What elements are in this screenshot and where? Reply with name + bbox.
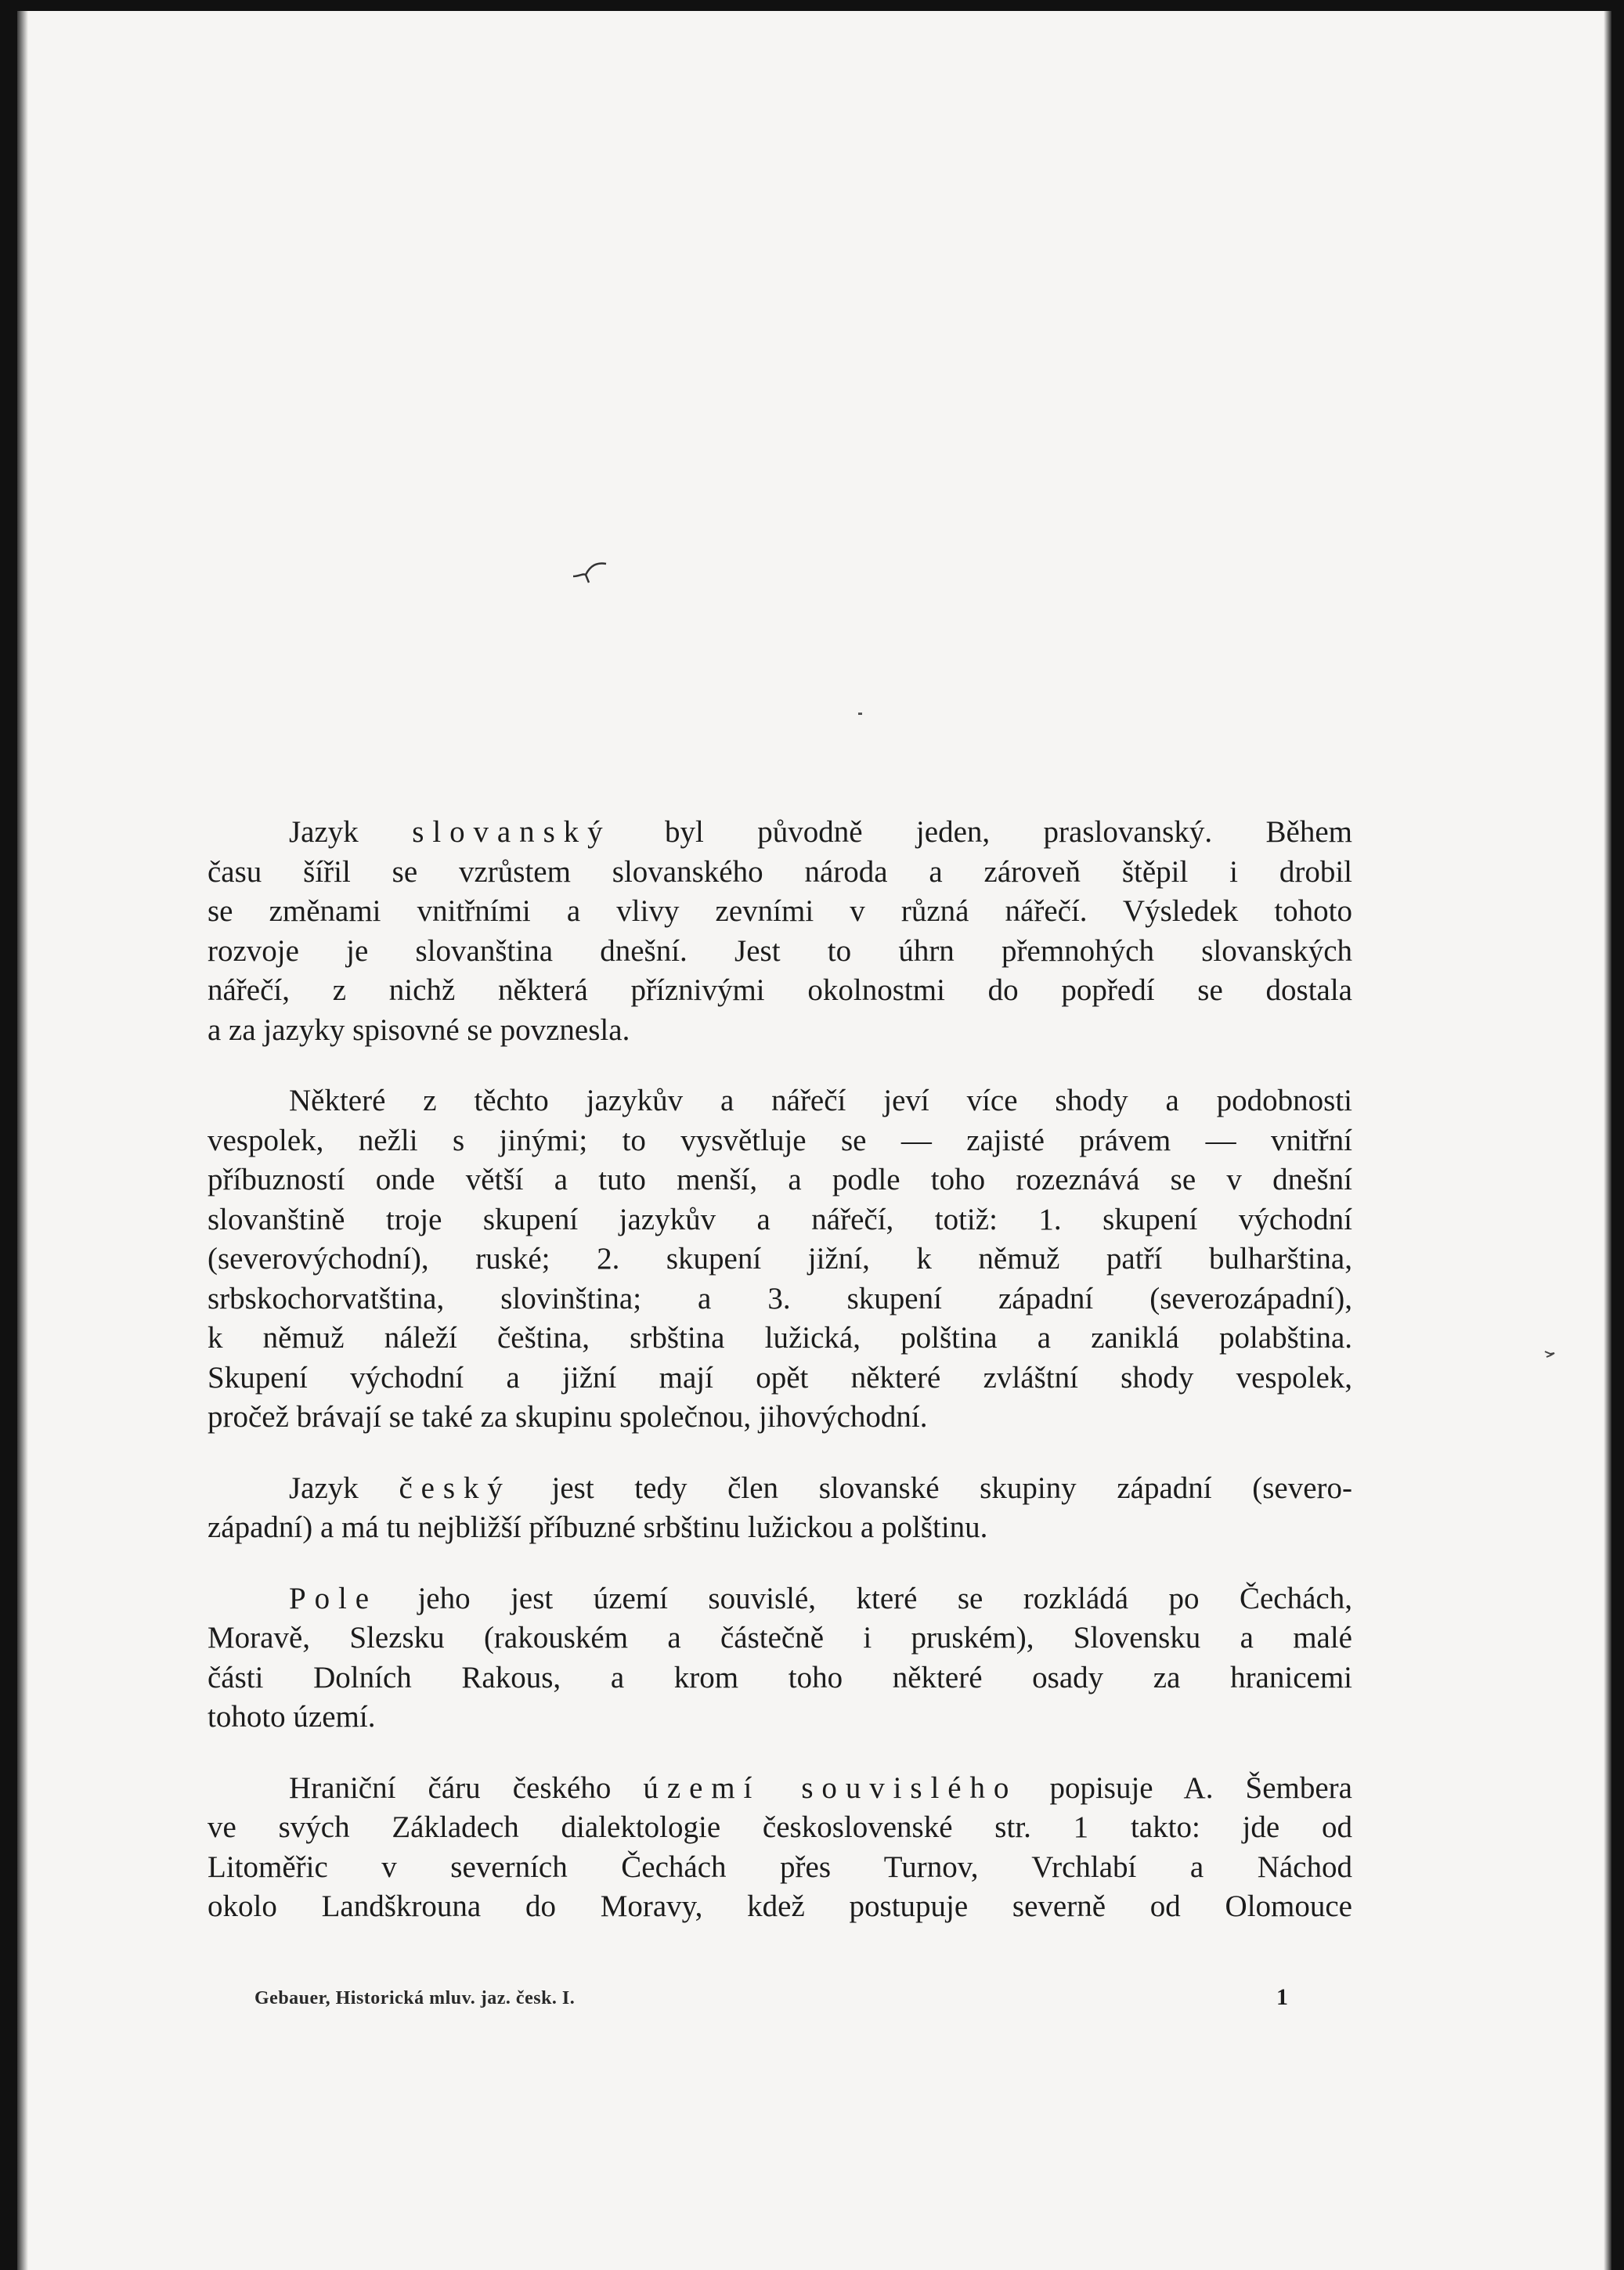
page-right-edge	[1604, 11, 1611, 2270]
text-segment: vespolek, nežli s jinými; to vysvětluje se — zajisté právem — vnitřní	[208, 1123, 1352, 1157]
text-segment: Jazyk	[289, 1471, 399, 1505]
paragraph	[208, 1579, 1352, 1738]
text-segment: slovanštině troje skupení jazykův a nářečí, totiž: 1. skupení východní	[208, 1202, 1352, 1236]
text-segment: a za jazyky spisovné se povznesla.	[208, 1012, 630, 1047]
text-segment: pročež brávají se také za skupinu společnou, jihovýchodní.	[208, 1400, 928, 1434]
text-segment: Skupení východní a jižní mají opět některé zvláštní shody vespolek,	[208, 1360, 1352, 1395]
text-line	[208, 1011, 1352, 1051]
spaced-emphasis: území souvislého	[643, 1770, 1018, 1805]
text-segment: jest tedy člen slovanské skupiny západní (severo-	[511, 1471, 1352, 1505]
text-segment: k němuž náleží čeština, srbština lužická, polština a zaniklá polabština.	[208, 1321, 1352, 1355]
text-line	[208, 932, 1352, 972]
text-segment: Moravě, Slezsku (rakouském a částečně i pruském), Slovensku a malé	[208, 1621, 1352, 1655]
paragraph	[208, 1769, 1352, 1927]
text-line	[208, 971, 1352, 1011]
ink-speck	[858, 713, 862, 715]
spaced-emphasis: český	[399, 1471, 511, 1505]
text-segment: času šířil se vzrůstem slovanského národa a zároveň štěpil i drobil	[208, 854, 1352, 889]
page-number: 1	[1276, 1984, 1288, 2010]
text-segment: ve svých Základech dialektologie československé str. 1 takto: jde od	[208, 1810, 1352, 1844]
text-segment: tohoto území.	[208, 1700, 376, 1734]
text-line	[208, 1121, 1352, 1161]
book-page	[17, 11, 1611, 2270]
text-line	[208, 1769, 1352, 1809]
text-segment: jeho jest území souvislé, které se rozkládá po Čechách,	[377, 1581, 1352, 1615]
text-segment: příbuzností onde větší a tuto menší, a podle toho rozeznává se v dnešní	[208, 1163, 1352, 1196]
ink-mark-squiggle	[572, 559, 609, 584]
text-segment: části Dolních Rakous, a krom toho některé osady za hranicemi	[208, 1660, 1352, 1694]
text-line	[208, 1579, 1352, 1619]
spaced-emphasis: slovanský	[412, 815, 612, 849]
text-segment: Některé z těchto jazykův a nářečí jeví více shody a podobnosti	[289, 1084, 1352, 1117]
text-segment: západní) a má tu nejbližší příbuzné srbštinu lužickou a polštinu.	[208, 1510, 988, 1544]
text-line	[208, 853, 1352, 893]
text-line	[208, 1200, 1352, 1240]
text-line	[208, 1359, 1352, 1398]
text-line	[208, 1240, 1352, 1279]
text-segment: rozvoje je slovanština dnešní. Jest to úhrn přemnohých slovanských	[208, 933, 1352, 968]
text-segment: (severovýchodní), ruské; 2. skupení jižní, k němuž patří bulharština,	[208, 1242, 1352, 1276]
footer-signature: Gebauer, Historická mluv. jaz. česk. I.	[254, 1988, 576, 2008]
text-line	[208, 1848, 1352, 1888]
text-line	[208, 1160, 1352, 1200]
text-line	[208, 1658, 1352, 1698]
text-segment: Litoměřic v severních Čechách přes Turnov, Vrchlabí a Náchod	[208, 1850, 1352, 1884]
text-line	[208, 813, 1352, 853]
text-line	[208, 1698, 1352, 1738]
text-segment: popisuje A. Šembera	[1017, 1770, 1352, 1805]
text-line	[208, 892, 1352, 932]
text-line	[208, 1398, 1352, 1438]
text-segment: byl původně jeden, praslovanský. Během	[611, 815, 1352, 849]
text-segment: Hraniční čáru českého	[289, 1770, 644, 1805]
text-segment: se změnami vnitřními a vlivy zevními v různá nářečí. Výsledek tohoto	[208, 894, 1352, 928]
text-line	[208, 1508, 1352, 1548]
paragraph	[208, 813, 1352, 1050]
ink-mark-margin	[1544, 1350, 1555, 1358]
text-segment: Jazyk	[289, 815, 413, 849]
text-line	[208, 1469, 1352, 1509]
text-segment: srbskochorvatština, slovinština; a 3. skupení západní (severozápadní),	[208, 1281, 1352, 1315]
text-line	[208, 1319, 1352, 1359]
paragraph	[208, 1469, 1352, 1548]
text-line	[208, 1887, 1352, 1927]
text-line	[208, 1279, 1352, 1319]
text-line	[208, 1619, 1352, 1658]
spaced-emphasis: Pole	[289, 1581, 378, 1615]
text-line	[208, 1081, 1352, 1121]
text-segment: nářečí, z nichž některá příznivými okolnostmi do popředí se dostala	[208, 973, 1352, 1007]
main-text	[208, 813, 1352, 1958]
paragraph	[208, 1081, 1352, 1438]
text-segment: okolo Landškrouna do Moravy, kdež postupuje severně od Olomouce	[208, 1889, 1352, 1923]
page-gutter-shadow	[17, 11, 28, 2270]
text-line	[208, 1808, 1352, 1848]
